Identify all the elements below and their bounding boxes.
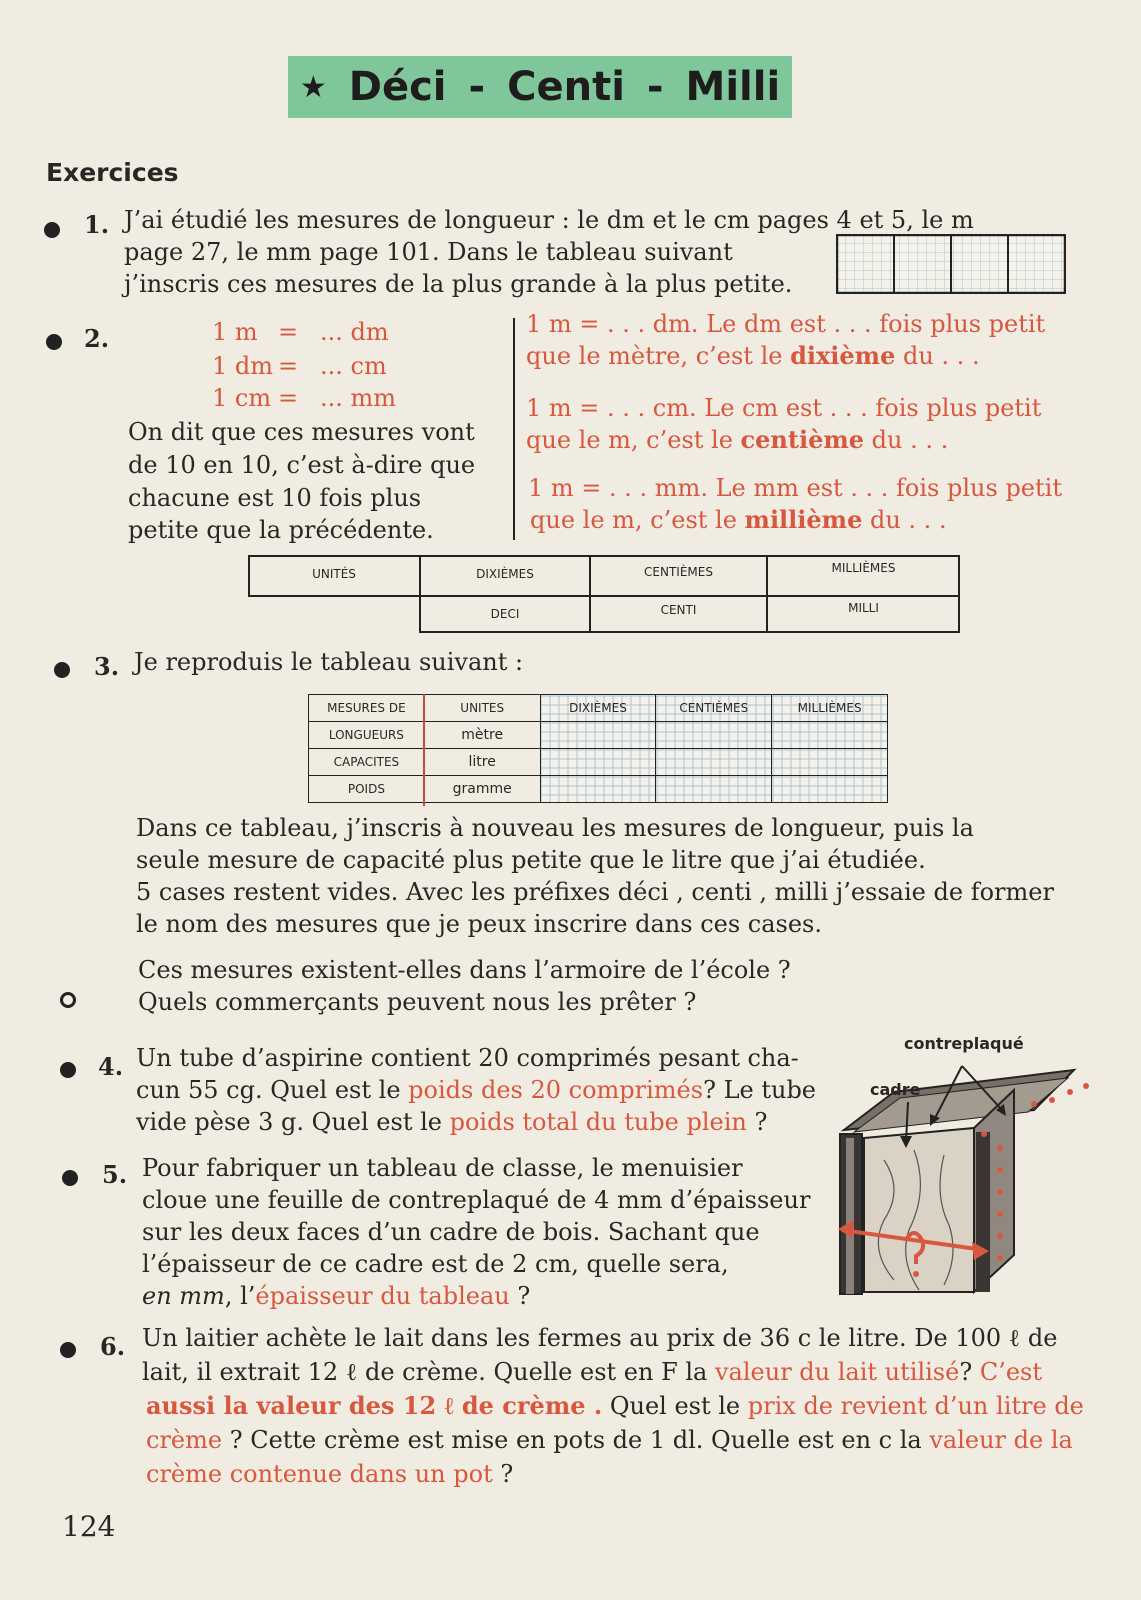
exercise-5-line: sur les deux faces d’un cadre de bois. Sachant que	[142, 1218, 760, 1246]
exercise-3-line: le nom des mesures que je peux inscrire dans ces cases.	[136, 910, 823, 938]
exercise-3-line: seule mesure de capacité plus petite que le litre que j’ai étudiée.	[136, 846, 926, 874]
exercise-6-line: lait, il extrait 12 ℓ de crème. Quelle est en F la valeur du lait utilisé? C’est	[142, 1358, 1042, 1386]
label-contreplaque: contreplaqué	[904, 1034, 1024, 1053]
empty-cell	[656, 749, 772, 776]
column-divider	[513, 318, 515, 540]
equation-row: 1 cm = ... mm	[212, 384, 397, 412]
section-heading: Exercices	[46, 158, 179, 187]
table-header: MILLIÈMES	[831, 561, 896, 575]
exercise-5-line: l’épaisseur de ce cadre est de 2 cm, quelle sera,	[142, 1250, 729, 1278]
exercise-4-line: Un tube d’aspirine contient 20 comprimés pesant cha-	[136, 1044, 799, 1072]
table-row-label: CAPACITES	[309, 749, 425, 776]
table-header: MILLIÈMES	[772, 695, 888, 722]
bullet-icon	[54, 662, 70, 678]
empty-cell	[540, 722, 656, 749]
label-cadre: cadre	[870, 1080, 921, 1099]
plywood-frame-illustration	[834, 1030, 1094, 1310]
bullet-icon	[60, 1062, 76, 1078]
title-word-deci: Déci	[348, 64, 447, 110]
exercise-1-line: J’ai étudié les mesures de longueur : le dm et le cm pages 4 et 5, le m	[124, 206, 974, 234]
exercise-2-text: On dit que ces mesures vont	[128, 418, 475, 446]
exercise-2-right-line: que le m, c’est le centième du . . .	[526, 425, 949, 454]
bullet-icon	[46, 334, 62, 350]
exercise-number: 2.	[84, 324, 110, 353]
empty-cell	[540, 749, 656, 776]
exercise-2-right-line: 1 m = . . . cm. Le cm est . . . fois plus petit	[526, 394, 1042, 422]
exercise-3-extra: Quels commerçants peuvent nous les prêter ?	[138, 988, 697, 1016]
exercise-6-line: aussi la valeur des 12 ℓ de crème . Quel est le prix de revient d’un litre de	[146, 1391, 1084, 1420]
table-row-label: POIDS	[309, 776, 425, 803]
exercise-5-line: cloue une feuille de contreplaqué de 4 mm d’épaisseur	[142, 1186, 811, 1214]
exercise-2-text: petite que la précédente.	[128, 516, 434, 544]
exercise-6-line: crème ? Cette crème est mise en pots de 1 dl. Quelle est en c la valeur de la	[146, 1426, 1073, 1454]
empty-cell	[656, 722, 772, 749]
exercise-6-line: crème contenue dans un pot ?	[146, 1460, 514, 1488]
exercise-1-line: page 27, le mm page 101. Dans le tableau suivant	[124, 238, 733, 266]
table-header: UNITES	[424, 695, 540, 722]
exercise-2-text: chacune est 10 fois plus	[128, 484, 422, 512]
red-column-rule	[423, 694, 425, 806]
exercise-number: 6.	[100, 1332, 126, 1361]
star-icon: ★	[299, 69, 327, 105]
measures-table	[308, 694, 888, 803]
exercise-2-text: de 10 en 10, c’est à-dire que	[128, 451, 476, 479]
exercise-3-extra: Ces mesures existent-elles dans l’armoire de l’école ?	[138, 956, 791, 984]
exercise-number: 4.	[98, 1052, 124, 1081]
exercise-3-intro: Je reproduis le tableau suivant :	[134, 648, 524, 676]
exercise-5-line: Pour fabriquer un tableau de classe, le menuisier	[142, 1154, 743, 1182]
table-cell: gramme	[424, 776, 540, 803]
empty-cell	[772, 749, 888, 776]
exercise-2-right-line: que le mètre, c’est le dixième du . . .	[526, 341, 980, 370]
page-number: 124	[62, 1510, 116, 1543]
exercise-5-line: en mm, l’épaisseur du tableau ?	[142, 1282, 531, 1310]
exercise-1-line: j’inscris ces mesures de la plus grande à la plus petite.	[124, 270, 793, 298]
table-header: CENTIÈMES	[644, 565, 713, 579]
table-cell: mètre	[424, 722, 540, 749]
table-header: UNITÉS	[312, 567, 356, 581]
title-band	[288, 56, 792, 118]
exercise-2-right-line: 1 m = . . . dm. Le dm est . . . fois plus petit	[526, 310, 1046, 338]
exercise-4-line: cun 55 cg. Quel est le poids des 20 comprimés? Le tube	[136, 1076, 817, 1104]
open-bullet-icon	[60, 992, 76, 1008]
equation-row: 1 dm = ... cm	[212, 352, 387, 380]
empty-cell	[772, 776, 888, 803]
table-header: MESURES DE	[309, 695, 425, 722]
exercise-2-right-line: 1 m = . . . mm. Le mm est . . . fois plus petit	[528, 474, 1062, 502]
prefix-table	[248, 555, 960, 633]
bullet-icon	[62, 1170, 78, 1186]
exercise-4-line: vide pèse 3 g. Quel est le poids total du tube plein ?	[136, 1108, 768, 1136]
title-dash: -	[468, 64, 486, 110]
exercise-3-line: Dans ce tableau, j’inscris à nouveau les mesures de longueur, puis la	[136, 814, 974, 842]
empty-cell	[772, 722, 888, 749]
exercise-number: 1.	[84, 210, 110, 239]
table-header: CENTIÈMES	[656, 695, 772, 722]
exercise-6-line: Un laitier achète le lait dans les fermes au prix de 36 c le litre. De 100 ℓ de	[142, 1324, 1058, 1352]
equation-row: 1 m = ... dm	[212, 318, 389, 346]
exercise-2-right-line: que le m, c’est le millième du . . .	[530, 505, 947, 534]
table-cell: litre	[424, 749, 540, 776]
ex1-blank-grid	[836, 234, 1066, 294]
table-header: DIXIÈMES	[476, 567, 534, 581]
table-cell: DECI	[490, 607, 520, 621]
bullet-icon	[44, 222, 60, 238]
title-word-centi: Centi	[507, 64, 625, 110]
table-row-label: LONGUEURS	[309, 722, 425, 749]
table-header: DIXIÈMES	[540, 695, 656, 722]
exercise-3-line: 5 cases restent vides. Avec les préfixes déci , centi , milli j’essaie de former	[136, 878, 1054, 906]
title-word-milli: Milli	[685, 64, 781, 110]
empty-cell	[540, 776, 656, 803]
bullet-icon	[60, 1342, 76, 1358]
empty-cell	[656, 776, 772, 803]
title-dash: -	[646, 64, 664, 110]
exercise-number: 5.	[102, 1160, 128, 1189]
table-cell: CENTI	[660, 603, 697, 617]
table-cell: MILLI	[848, 601, 879, 615]
exercise-number: 3.	[94, 652, 120, 681]
